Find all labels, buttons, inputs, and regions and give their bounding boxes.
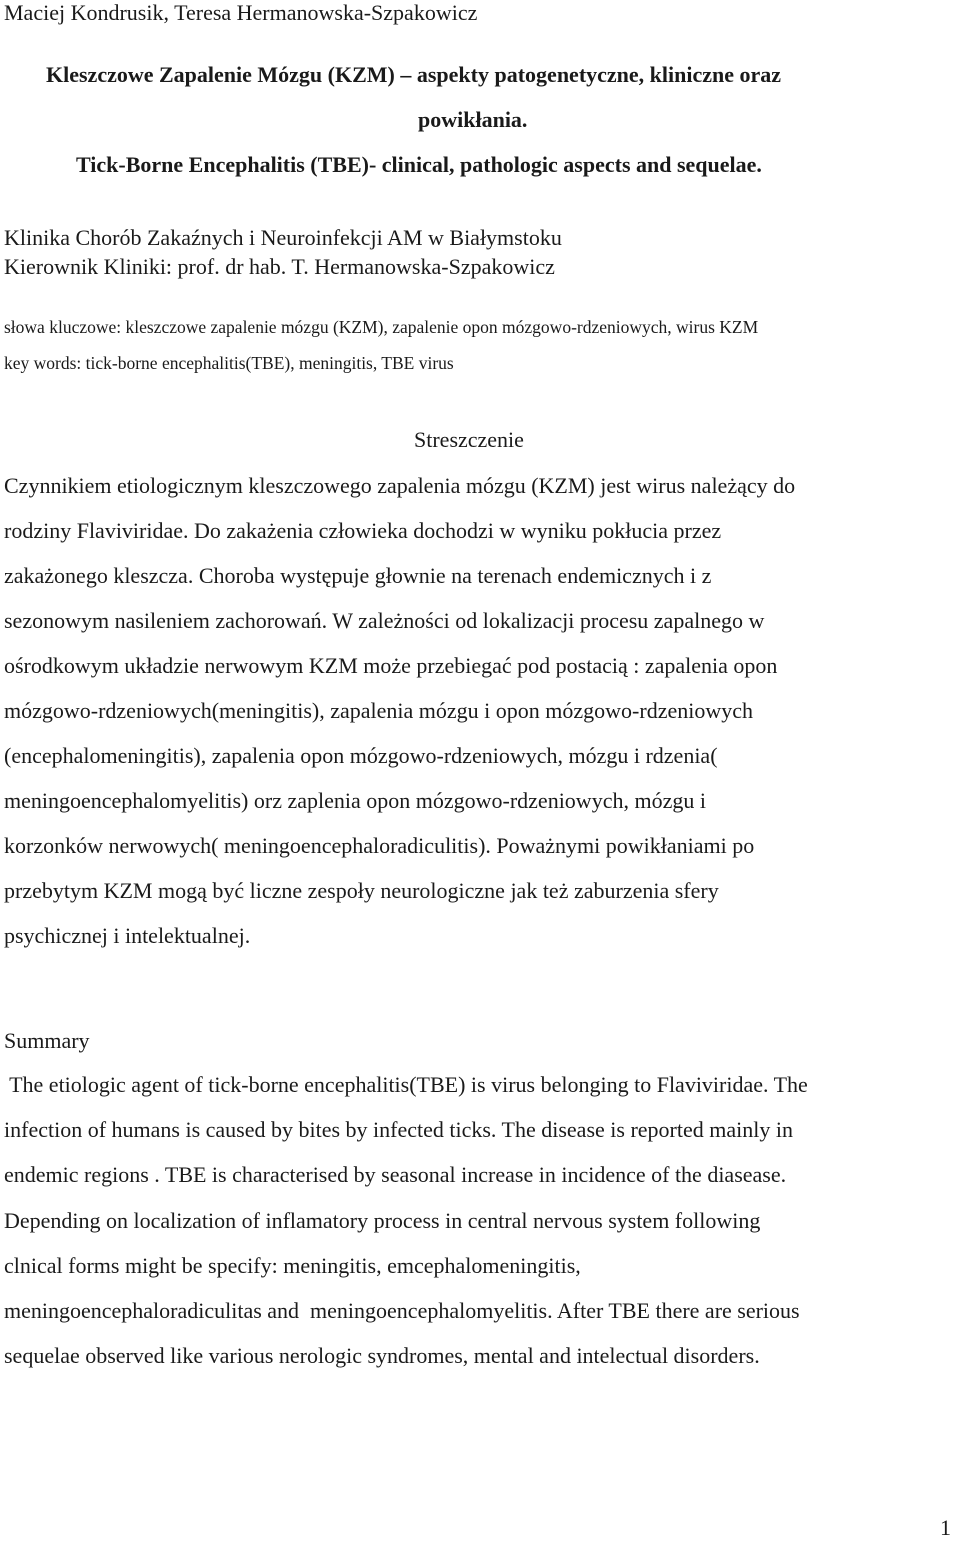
abstract-pl-line: mózgowo-rdzeniowych(meningitis), zapalenia mózgu i opon mózgowo-rdzeniowych bbox=[4, 698, 753, 723]
title-en: Tick-Borne Encephalitis (TBE)- clinical, pathologic aspects and sequelae. bbox=[76, 152, 762, 177]
keywords-pl: słowa kluczowe: kleszczowe zapalenie mózgu (KZM), zapalenie opon mózgowo-rdzeniowych, wirus KZM bbox=[4, 317, 759, 337]
abstract-en-line: Depending on localization of inflamatory process in central nervous system following bbox=[4, 1208, 761, 1233]
abstract-pl-line: zakażonego kleszcza. Choroba występuje głownie na terenach endemicznych i z bbox=[4, 563, 712, 588]
abstract-en-line: endemic regions . TBE is characterised by seasonal increase in incidence of the diasease. bbox=[4, 1162, 787, 1187]
abstract-en-line: infection of humans is caused by bites by infected ticks. The disease is reported mainly in bbox=[4, 1117, 793, 1142]
abstract-en-heading: Summary bbox=[4, 1028, 90, 1053]
abstract-pl-line: sezonowym nasileniem zachorowań. W zależności od lokalizacji procesu zapalnego w bbox=[4, 608, 765, 633]
abstract-pl-line: ośrodkowym układzie nerwowym KZM może przebiegać pod postacią : zapalenia opon bbox=[4, 653, 778, 678]
page-number: 1 bbox=[940, 1515, 951, 1540]
abstract-pl-line: psychicznej i intelektualnej. bbox=[4, 923, 251, 948]
abstract-pl-line: rodziny Flaviviridae. Do zakażenia człowieka dochodzi w wyniku pokłucia przez bbox=[4, 518, 722, 543]
abstract-en-line: The etiologic agent of tick-borne encephalitis(TBE) is virus belonging to Flaviviridae. The bbox=[4, 1072, 808, 1097]
affiliation-head: Kierownik Kliniki: prof. dr hab. T. Hermanowska-Szpakowicz bbox=[4, 254, 555, 279]
abstract-pl-line: przebytym KZM mogą być liczne zespoły neurologiczne jak też zaburzenia sfery bbox=[4, 878, 719, 903]
keywords-en: key words: tick-borne encephalitis(TBE), meningitis, TBE virus bbox=[4, 353, 454, 373]
title-pl-line-1: Kleszczowe Zapalenie Mózgu (KZM) – aspekty patogenetyczne, kliniczne oraz bbox=[46, 62, 782, 87]
abstract-pl-line: (encephalomeningitis), zapalenia opon mózgowo-rdzeniowych, mózgu i rdzenia( bbox=[4, 743, 718, 768]
abstract-en-line: sequelae observed like various nerologic syndromes, mental and intelectual disorders. bbox=[4, 1343, 760, 1368]
abstract-pl-line: meningoencephalomyelitis) orz zaplenia opon mózgowo-rdzeniowych, mózgu i bbox=[4, 788, 706, 813]
abstract-pl-line: Czynnikiem etiologicznym kleszczowego zapalenia mózgu (KZM) jest wirus należący do bbox=[4, 473, 796, 498]
abstract-en-line: clnical forms might be specify: meningitis, emcephalomeningitis, bbox=[4, 1253, 581, 1278]
authors: Maciej Kondrusik, Teresa Hermanowska-Szpakowicz bbox=[4, 0, 478, 25]
affiliation-clinic: Klinika Chorób Zakaźnych i Neuroinfekcji AM w Białymstoku bbox=[4, 225, 562, 250]
title-pl-line-2: powikłania. bbox=[418, 107, 528, 132]
abstract-pl-line: korzonków nerwowych( meningoencephaloradiculitis). Poważnymi powikłaniami po bbox=[4, 833, 755, 858]
abstract-pl-heading: Streszczenie bbox=[414, 427, 524, 452]
abstract-en-line: meningoencephaloradiculitas and meningoencephalomyelitis. After TBE there are serious bbox=[4, 1298, 800, 1323]
